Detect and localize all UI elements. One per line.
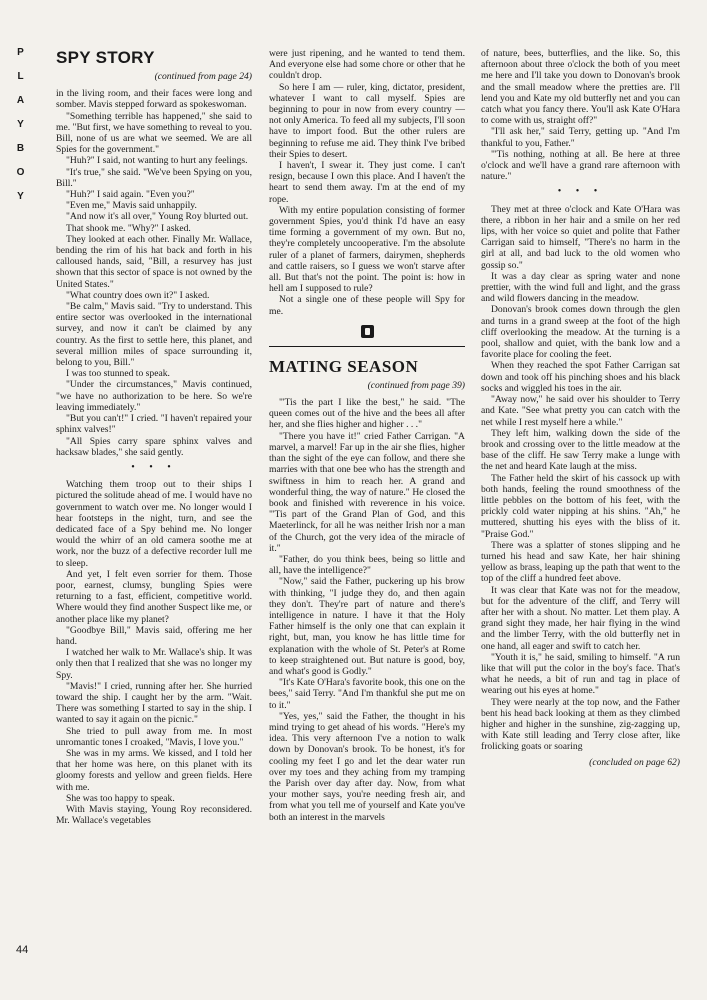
- paragraph: "And now it's all over," Young Roy blurted out.: [66, 211, 249, 223]
- paragraph: It was a day clear as spring water and none prettier, with the wind full and light, and the grass and wild flowers dancing in the meadow.: [481, 270, 680, 305]
- paragraph: Donovan's brook comes down through the glen and turns in a grand sweep at the foot of the high cliff overlooking the meadow. At the turning is a pool, shallow and quiet, with the bank low and a favorite place for cooling the feet.: [481, 304, 680, 361]
- paragraph: "There you have it!" cried Father Carrigan. "A marvel, a marvel! Far up in the air she flies, higher than the sight of the eye can follow, and there she marries with that one bee who has the strength and swiftness in him to reach her. A grand and wonderful thing, the way of nature." He closed the book and finished with reverence in his voice. "'Tis part of the Grand Plan of God, and this Maeterlinck, for all he was neither Irish nor a man of the Church, got the very idea of the miracle of it.": [269, 430, 465, 554]
- paragraph: "'Tis the part I like the best," he said. "The queen comes out of the hive and the bees all after her, and she flies higher and higher . . .": [269, 397, 465, 431]
- paragraph: She tried to pull away from me. In most unromantic tones I croaked, "Mavis, I love you.": [56, 725, 252, 748]
- paragraph: With Mavis staying, Young Roy reconsidered. Mr. Wallace's vegetables: [56, 804, 252, 827]
- paragraph: "Father, do you think bees, being so little and all, have the intelligence?": [269, 553, 465, 577]
- paragraph: "Be calm," Mavis said. "Try to understand. This entire sector was overlooked in the international survey, and now it can't be claimed by any country. As the first to settle here, this planet, and several million miles of space surrounding it, belong to you, Bill.": [56, 301, 252, 369]
- paragraph: They left him, walking down the side of the brook and crossing over to the little meadow at the base of the cliff. He saw Terry make a lunge with the net and heard Kate laugh at the miss.: [481, 427, 680, 473]
- spy-story-body-part-1: [56, 88, 252, 458]
- column-3: [481, 48, 680, 768]
- mating-season-body-part-3: [481, 204, 680, 753]
- end-of-story-mark: [269, 325, 465, 338]
- paragraph: "Away now," he said over his shoulder to Terry and Kate. "See what pretty you can catch with the net while I rest myself here a while.": [481, 394, 680, 428]
- mating-season-continued-note: (continued from page 39): [367, 379, 465, 391]
- paragraph: "Under the circumstances," Mavis continued, "we have no authorization to be here. So we're leaving immediately.": [56, 379, 252, 413]
- page-number: 44: [16, 944, 29, 956]
- paragraph: When they reached the spot Father Carrigan sat down and took off his pinching shoes and his black socks and wiggled his toes in the air.: [481, 360, 680, 394]
- paragraph: I was too stunned to speak.: [66, 368, 170, 380]
- concluded-note: (concluded on page 62): [589, 756, 680, 768]
- spy-story-continued-note: (continued from page 24): [154, 71, 252, 82]
- mating-season-title: MATING SEASON: [269, 356, 419, 376]
- paragraph: "But you can't!" I cried. "I haven't repaired your sphinx valves!": [56, 413, 252, 436]
- spy-story-title: SPY STORY: [56, 48, 155, 67]
- paragraph: were just ripening, and he wanted to tend them. And everyone else had some chore or other that he couldn't drop.: [269, 48, 465, 82]
- paragraph: "Something terrible has happened," she said to me. "But first, we have something to reveal to you. Bill, none of us are what we seemed. We are all Spies for the government.": [56, 110, 252, 156]
- mating-season-body-part-2: [481, 48, 680, 182]
- paragraph: There was a splatter of stones slipping and he turned his head and saw Kate, her hair shining yellow as brass, leaping up the path that went to the top of the cliff a hundred feet above.: [481, 539, 680, 585]
- paragraph: With my entire population consisting of former government Spies, you'd think I'd have an easy time forming a government of my own. But no, they're completely uncooperative. I'm the absolute ruler of a planet of farmers, dairymen, shepherds and cattle raisers, so I guess we won't starve after all. But that's not the point. The point is: how in hell am I supposed to rule?: [269, 204, 465, 295]
- paragraph: "All Spies carry spare sphinx valves and hacksaw blades," she said gently.: [56, 435, 252, 458]
- paragraph: "Huh?" I said again. "Even you?": [66, 189, 195, 201]
- section-break: • • •: [131, 461, 177, 473]
- playboy-vertical-masthead: [13, 48, 29, 202]
- paragraph: "Yes, yes," said the Father, the thought in his mind trying to get ahead of his words. "Here's my idea. This very afternoon I've a notion to walk down by Donovan's brook. To be honest, it's for cooling my feet I go and let the dear water run over my toes and they aching from my tramping the Parish over day after day. Now, from what your mother says, you're needing fresh air, and from what you tell me of yourself and Kate you've both an interest in the marvels: [269, 710, 465, 823]
- masthead-letter: B: [16, 143, 26, 154]
- paragraph: They looked at each other. Finally Mr. Wallace, bending the rim of his hat back and forth in his calloused hands, said, "Bill, a resurvey has just shown that this sector of space is not owned by the United States.": [56, 233, 252, 290]
- masthead-letter: A: [16, 95, 26, 106]
- divider: [269, 346, 465, 347]
- masthead-letter: P: [17, 47, 25, 58]
- paragraph: of nature, bees, butterflies, and the like. So, this afternoon about three o'clock the both of you meet me here and I'll take you down to Donovan's brook and the small meadow where the pretties are. I'll lend you and Kate my old butterfly net and you can catch what you fancy there. You'll ask Kate O'Hara to come with us, straight off?": [481, 48, 680, 127]
- paragraph: "Huh?" I said, not wanting to hurt any feelings.: [66, 155, 248, 167]
- column-2: [269, 48, 465, 823]
- paragraph: The Father held the skirt of his cassock up with both hands, feeling the round smoothness of the little pebbles on the bottom of his feet, with the prickly cold water nipping at his shins. "Ah," he muttered, shutting his eyes with the bliss of it. "Praise God.": [481, 472, 680, 540]
- paragraph: So here I am — ruler, king, dictator, president, whatever I want to call myself. Spies are beginning to pour in now from every country — not only America. To feed all my subjects, I'll soon have to import food. But the other rulers are beginning to refuse me aid. They think I've bribed their Spies to desert.: [269, 81, 465, 160]
- masthead-letter: Y: [17, 191, 25, 202]
- paragraph: "It's true," she said. "We've been Spying on you, Bill.": [56, 166, 252, 189]
- paragraph: She was in my arms. We kissed, and I told her that her home was here, on this planet with its gloomy forests and yellow and green fields. Here with me.: [56, 747, 252, 793]
- spy-story-body-part-3: [269, 48, 465, 317]
- column-1: [56, 48, 252, 826]
- paragraph: It was clear that Kate was not for the meadow, but for the adventure of the cliff, and Terry will after her with a shout. No matter. Let them play. A grand sight they made, her hair flying in the wind and the limber Terry, with the old butterfly net in one hand, all eager and swift to catch her.: [481, 584, 680, 652]
- section-break: • • •: [557, 186, 604, 198]
- paragraph: I haven't, I swear it. They just come. I can't resign, because I own this place. And I haven't the heart to send them away. I'm at the end of my rope.: [269, 160, 465, 205]
- spy-story-body-part-2: [56, 479, 252, 826]
- paragraph: That shook me. "Why?" I asked.: [66, 222, 191, 234]
- paragraph: And yet, I felt even sorrier for them. Those poor, earnest, clumsy, bungling Spies were returning to a fast, efficient, competitive world. Where would they find another Suspect like me, or another place like my planet?: [56, 568, 252, 625]
- masthead-letter: O: [16, 167, 26, 178]
- paragraph: She was too happy to speak.: [66, 792, 175, 804]
- paragraph: "Even me," Mavis said unhappily.: [66, 200, 197, 212]
- masthead-letter: L: [17, 71, 25, 82]
- mating-season-body-part-1: [269, 397, 465, 823]
- paragraph: "Now," said the Father, puckering up his brow with thinking, "I judge they do, and then again they don't. They're part of nature and there's intelligence in nature. I have it that the Holy Father himself is the only one that can explain it right, but, man, you know he has little time for explanation with the whole of St. Peter's at Rome to keep straightened out. But nature is good, boy, and what's good is Godly.": [269, 576, 465, 677]
- paragraph: "Mavis!" I cried, running after her. She hurried toward the ship. I caught her by the arm. "Wait. There was something I started to say in the ship. I wanted to say it again on the picnic.": [56, 680, 252, 726]
- masthead-letter: Y: [17, 119, 25, 130]
- paragraph: "What country does own it?" I asked.: [66, 289, 210, 301]
- paragraph: "Goodbye Bill," Mavis said, offering me her hand.: [56, 624, 252, 647]
- paragraph: I watched her walk to Mr. Wallace's ship. It was only then that I realized that she was no longer my Spy.: [56, 647, 252, 681]
- paragraph: Not a single one of these people will Spy for me.: [269, 294, 465, 317]
- paragraph: Watching them troop out to their ships I pictured the solitude ahead of me. I would have no government to watch over me. No longer would I hear footsteps in the night, turn, and see the dedicated face of a Spy behind me. No longer would the whirr of an old camera soothe me at work, nor the buzz of a defective recorder lull me to sleep.: [56, 479, 252, 569]
- paragraph: "It's Kate O'Hara's favorite book, this one on the bees," said Terry. "And I'm thankful she put me on to it.": [269, 677, 465, 711]
- paragraph: "Youth it is," he said, smiling to himself. "A run like that will put the color in the boy's face. That's what he needs, a bit of run and tag in place of wearing out his eyes at home.": [481, 651, 680, 697]
- paragraph: "I'll ask her," said Terry, getting up. "And I'm thankful to you, Father.": [481, 126, 680, 149]
- paragraph: They met at three o'clock and Kate O'Hara was there, a ribbon in her hair and a smile on her red lips, with her voice so quiet and polite that Father Carrigan said to himself, "There's no harm in the girl at all, and bad luck to the old women who gossip so.": [481, 203, 680, 271]
- paragraph: in the living room, and their faces were long and somber. Mavis stepped forward as spokeswoman.: [56, 88, 252, 111]
- paragraph: "'Tis nothing, nothing at all. Be here at three o'clock and we'll have a grand rare afternoon with nature.": [481, 148, 680, 183]
- paragraph: They were nearly at the top now, and the Father bent his head back looking at them as they climbed higher and higher in the sunshine, zig-zagging up, with Kate still leading and Terry close after, like frolicking goats or soaring: [481, 696, 680, 753]
- bunny-icon: [361, 325, 374, 338]
